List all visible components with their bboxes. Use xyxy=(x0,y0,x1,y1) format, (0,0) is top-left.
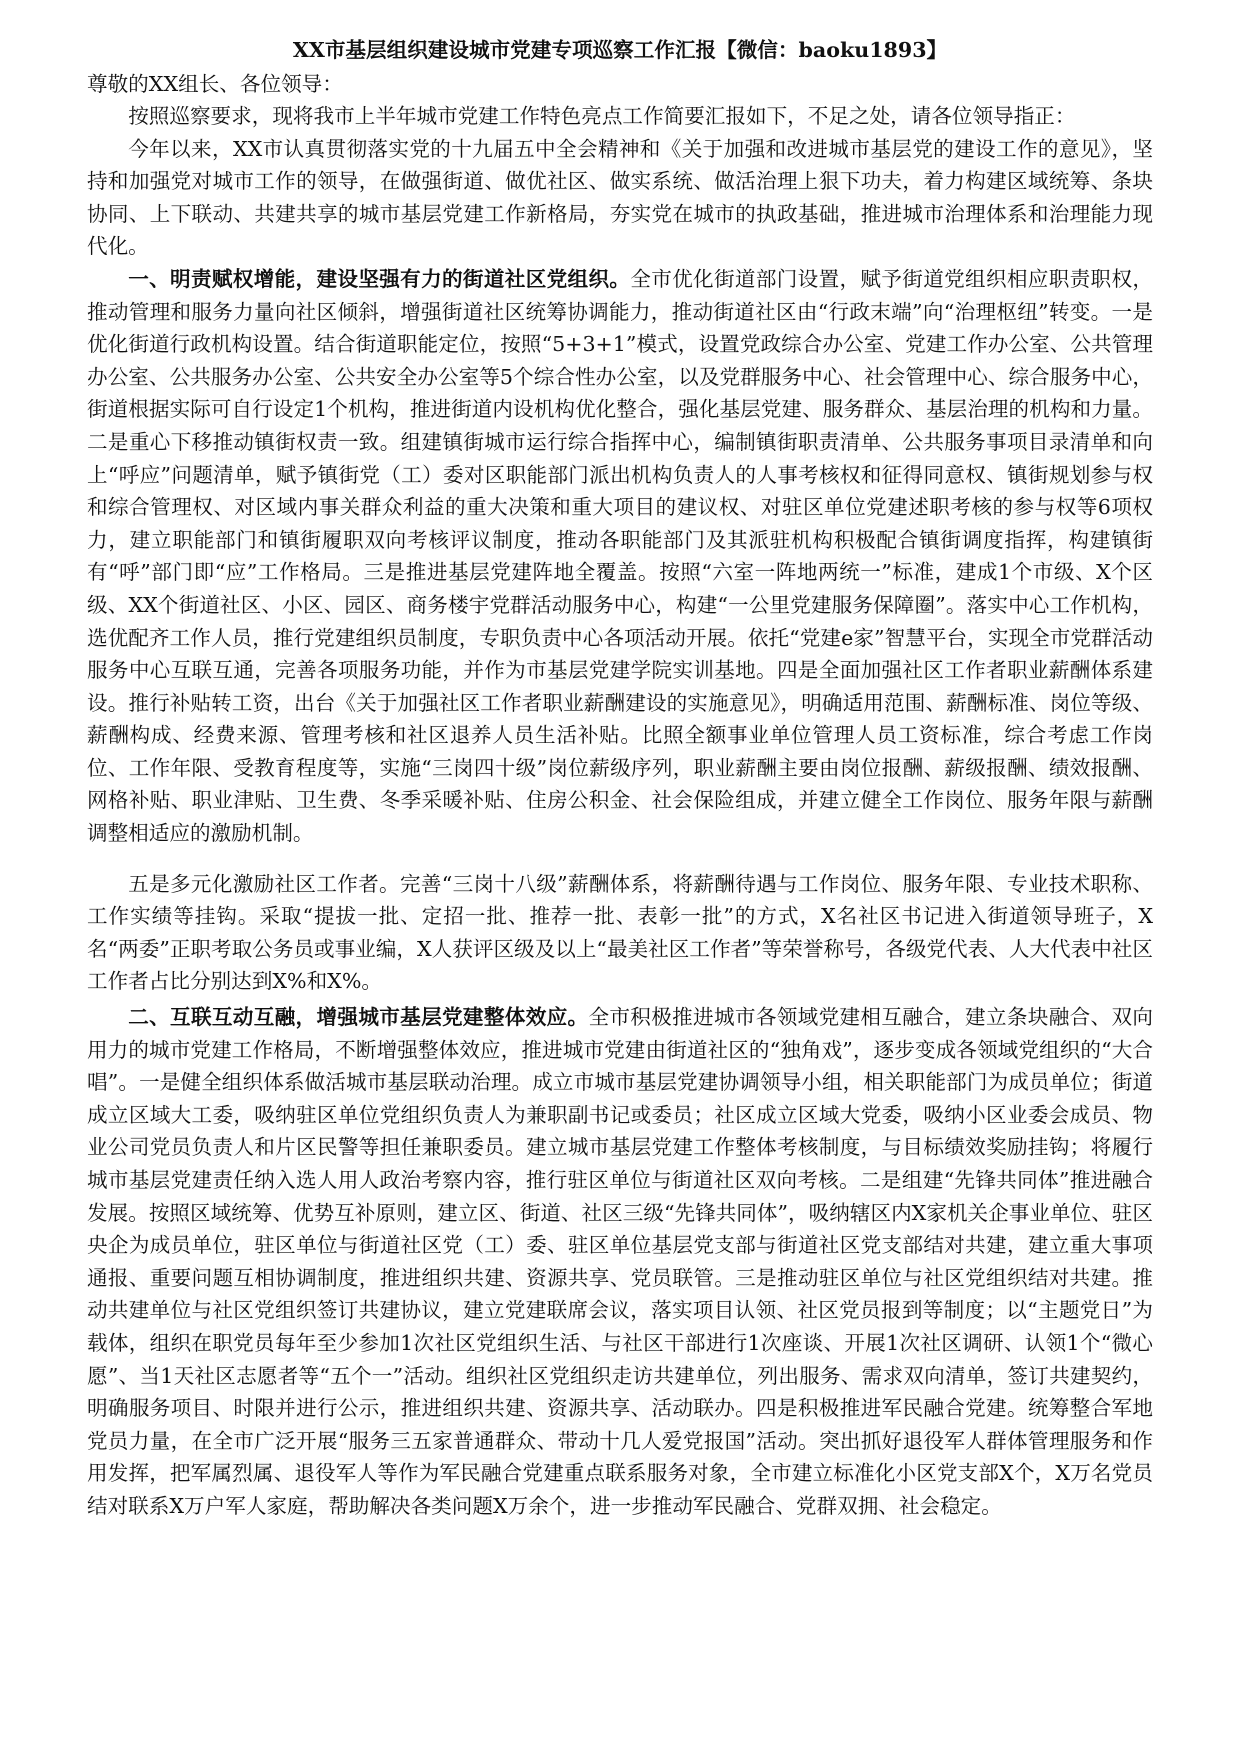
section-1-heading: 一、明责赋权增能，建设坚强有力的街道社区党组织。 xyxy=(128,266,631,291)
section-1-body: 全市优化街道部门设置，赋予街道党组织相应职责职权，推动管理和服务力量向社区倾斜，增强街道社区统筹协调能力，推动街道社区由“行政末端”向“治理枢纽”转变。一是优化街道行政机构设置。结合街道职能定位，按照“5+3+1”模式，设置党政综合办公室、党建工作办公室、公共管理办公室、公共服务办公室、公共安全办公室等5个综合性办公室，以及党群服务中心、社会管理中心、综合服务中心，街道根据实际可自行设定1个机构，推进街道内设机构优化整合，强化基层党建、服务群众、基层治理的机构和力量。二是重心下移推动镇街权责一致。组建镇街城市运行综合指挥中心，编制镇街职责清单、公共服务事项目录清单和向上“呼应”问题清单，赋予镇街党（工）委对区职能部门派出机构负责人的人事考核权和征得同意权、镇街规划参与权和综合管理权、对区域内事关群众利益的重大决策和重大项目的建议权、对驻区单位党建述职考核的参与权等6项权力，建立职能部门和镇街履职双向考核评议制度，推动各职能部门及其派驻机构积极配合镇街调度指挥，构建镇街有“呼”部门即“应”工作格局。三是推进基层党建阵地全覆盖。按照“六室一阵地两统一”标准，建成1个市级、X个区级、XX个街道社区、小区、园区、商务楼宇党群活动服务中心，构建“一公里党建服务保障圈”。落实中心工作机构，选优配齐工作人员，推行党建组织员制度，专职负责中心各项活动开展。依托“党建e家”智慧平台，实现全市党群活动服务中心互联互通，完善各项服务功能，并作为市基层党建学院实训基地。四是全面加强社区工作者职业薪酬体系建设。推行补贴转工资，出台《关于加强社区工作者职业薪酬建设的实施意见》，明确适用范围、薪酬标准、岗位等级、薪酬构成、经费来源、管理考核和社区退养人员生活补贴。比照全额事业单位管理人员工资标准，综合考虑工作岗位、工作年限、受教育程度等，实施“三岗四十级”岗位薪级序列，职业薪酬主要由岗位报酬、薪级报酬、绩效报酬、网格补贴、职业津贴、卫生费、冬季采暖补贴、住房公积金、社会保险组成，并建立健全工作岗位、服务年限与薪酬调整相适应的激励机制。 xyxy=(87,266,1153,846)
section-2-paragraph xyxy=(87,1001,1153,1523)
section-1-continuation-paragraph: 五是多元化激励社区工作者。完善“三岗十八级”薪酬体系，将薪酬待遇与工作岗位、服务年限、专业技术职称、工作实绩等挂钩。采取“提拔一批、定招一批、推荐一批、表彰一批”的方式，X名社区书记进入街道领导班子，X名“两委”正职考取公务员或事业编，X人获评区级及以上“最美社区工作者”等荣誉称号，各级党代表、人大代表中社区工作者占比分别达到X%和X%。 xyxy=(87,871,1153,994)
section-1-paragraph xyxy=(87,263,1153,850)
section-2-heading: 二、互联互动互融，增强城市基层党建整体效应。 xyxy=(128,1005,589,1030)
intro-paragraph: 按照巡察要求，现将我市上半年城市党建工作特色亮点工作简要汇报如下，不足之处，请各位领导指正： xyxy=(128,104,1076,128)
section-2-body: 全市积极推进城市各领域党建相互融合，建立条块融合、双向用力的城市党建工作格局，不断增强整体效应，推进城市党建由街道社区的“独角戏”，逐步变成各领域党组织的“大合唱”。一是健全组织体系做活城市基层联动治理。成立市城市基层党建协调领导小组，相关职能部门为成员单位；街道成立区域大工委，吸纳驻区单位党组织负责人为兼职副书记或委员；社区成立区域大党委，吸纳小区业委会成员、物业公司党员负责人和片区民警等担任兼职委员。建立城市基层党建工作整体考核制度，与目标绩效奖励挂钩；将履行城市基层党建责任纳入选人用人政治考察内容，推行驻区单位与街道社区双向考核。二是组建“先锋共同体”推进融合发展。按照区域统筹、优势互补原则，建立区、街道、社区三级“先锋共同体”，吸纳辖区内X家机关企事业单位、驻区央企为成员单位，驻区单位与街道社区党（工）委、驻区单位基层党支部与街道社区党支部结对共建，建立重大事项通报、重要问题互相协调制度，推进组织共建、资源共享、党员联管。三是推动驻区单位与社区党组织结对共建。推动共建单位与社区党组织签订共建协议，建立党建联席会议，落实项目认领、社区党员报到等制度；以“主题党日”为载体，组织在职党员每年至少参加1次社区党组织生活、与社区干部进行1次座谈、开展1次社区调研、认领1个“微心愿”、当1天社区志愿者等“五个一”活动。组织社区党组织走访共建单位，列出服务、需求双向清单，签订共建契约，明确服务项目、时限并进行公示，推进组织共建、资源共享、活动联办。四是积极推进军民融合党建。统筹整合军地党员力量，在全市广泛开展“服务三五家普通群众、带动十几人爱党报国”活动。突出抓好退役军人群体管理服务和作用发挥，把军属烈属、退役军人等作为军民融合党建重点联系服务对象，全市建立标准化小区党支部X个，X万名党员结对联系X万户军人家庭，帮助解决各类问题X万余个，进一步推动军民融合、党群双拥、社会稳定。 xyxy=(87,1005,1153,1518)
document-body xyxy=(87,34,1153,1523)
salutation: 尊敬的XX组长、各位领导： xyxy=(87,72,343,96)
overview-paragraph: 今年以来，XX市认真贯彻落实党的十九届五中全会精神和《关于加强和改进城市基层党的建设工作的意见》，坚持和加强党对城市工作的领导，在做强街道、做优社区、做实系统、做活治理上狠下功夫，着力构建区域统筹、条块协同、上下联动、共建共享的城市基层党建工作新格局，夯实党在城市的执政基础，推进城市治理体系和治理能力现代化。 xyxy=(87,136,1153,259)
document-title: XX市基层组织建设城市党建专项巡察工作汇报【微信：baoku1893】 xyxy=(292,38,948,62)
